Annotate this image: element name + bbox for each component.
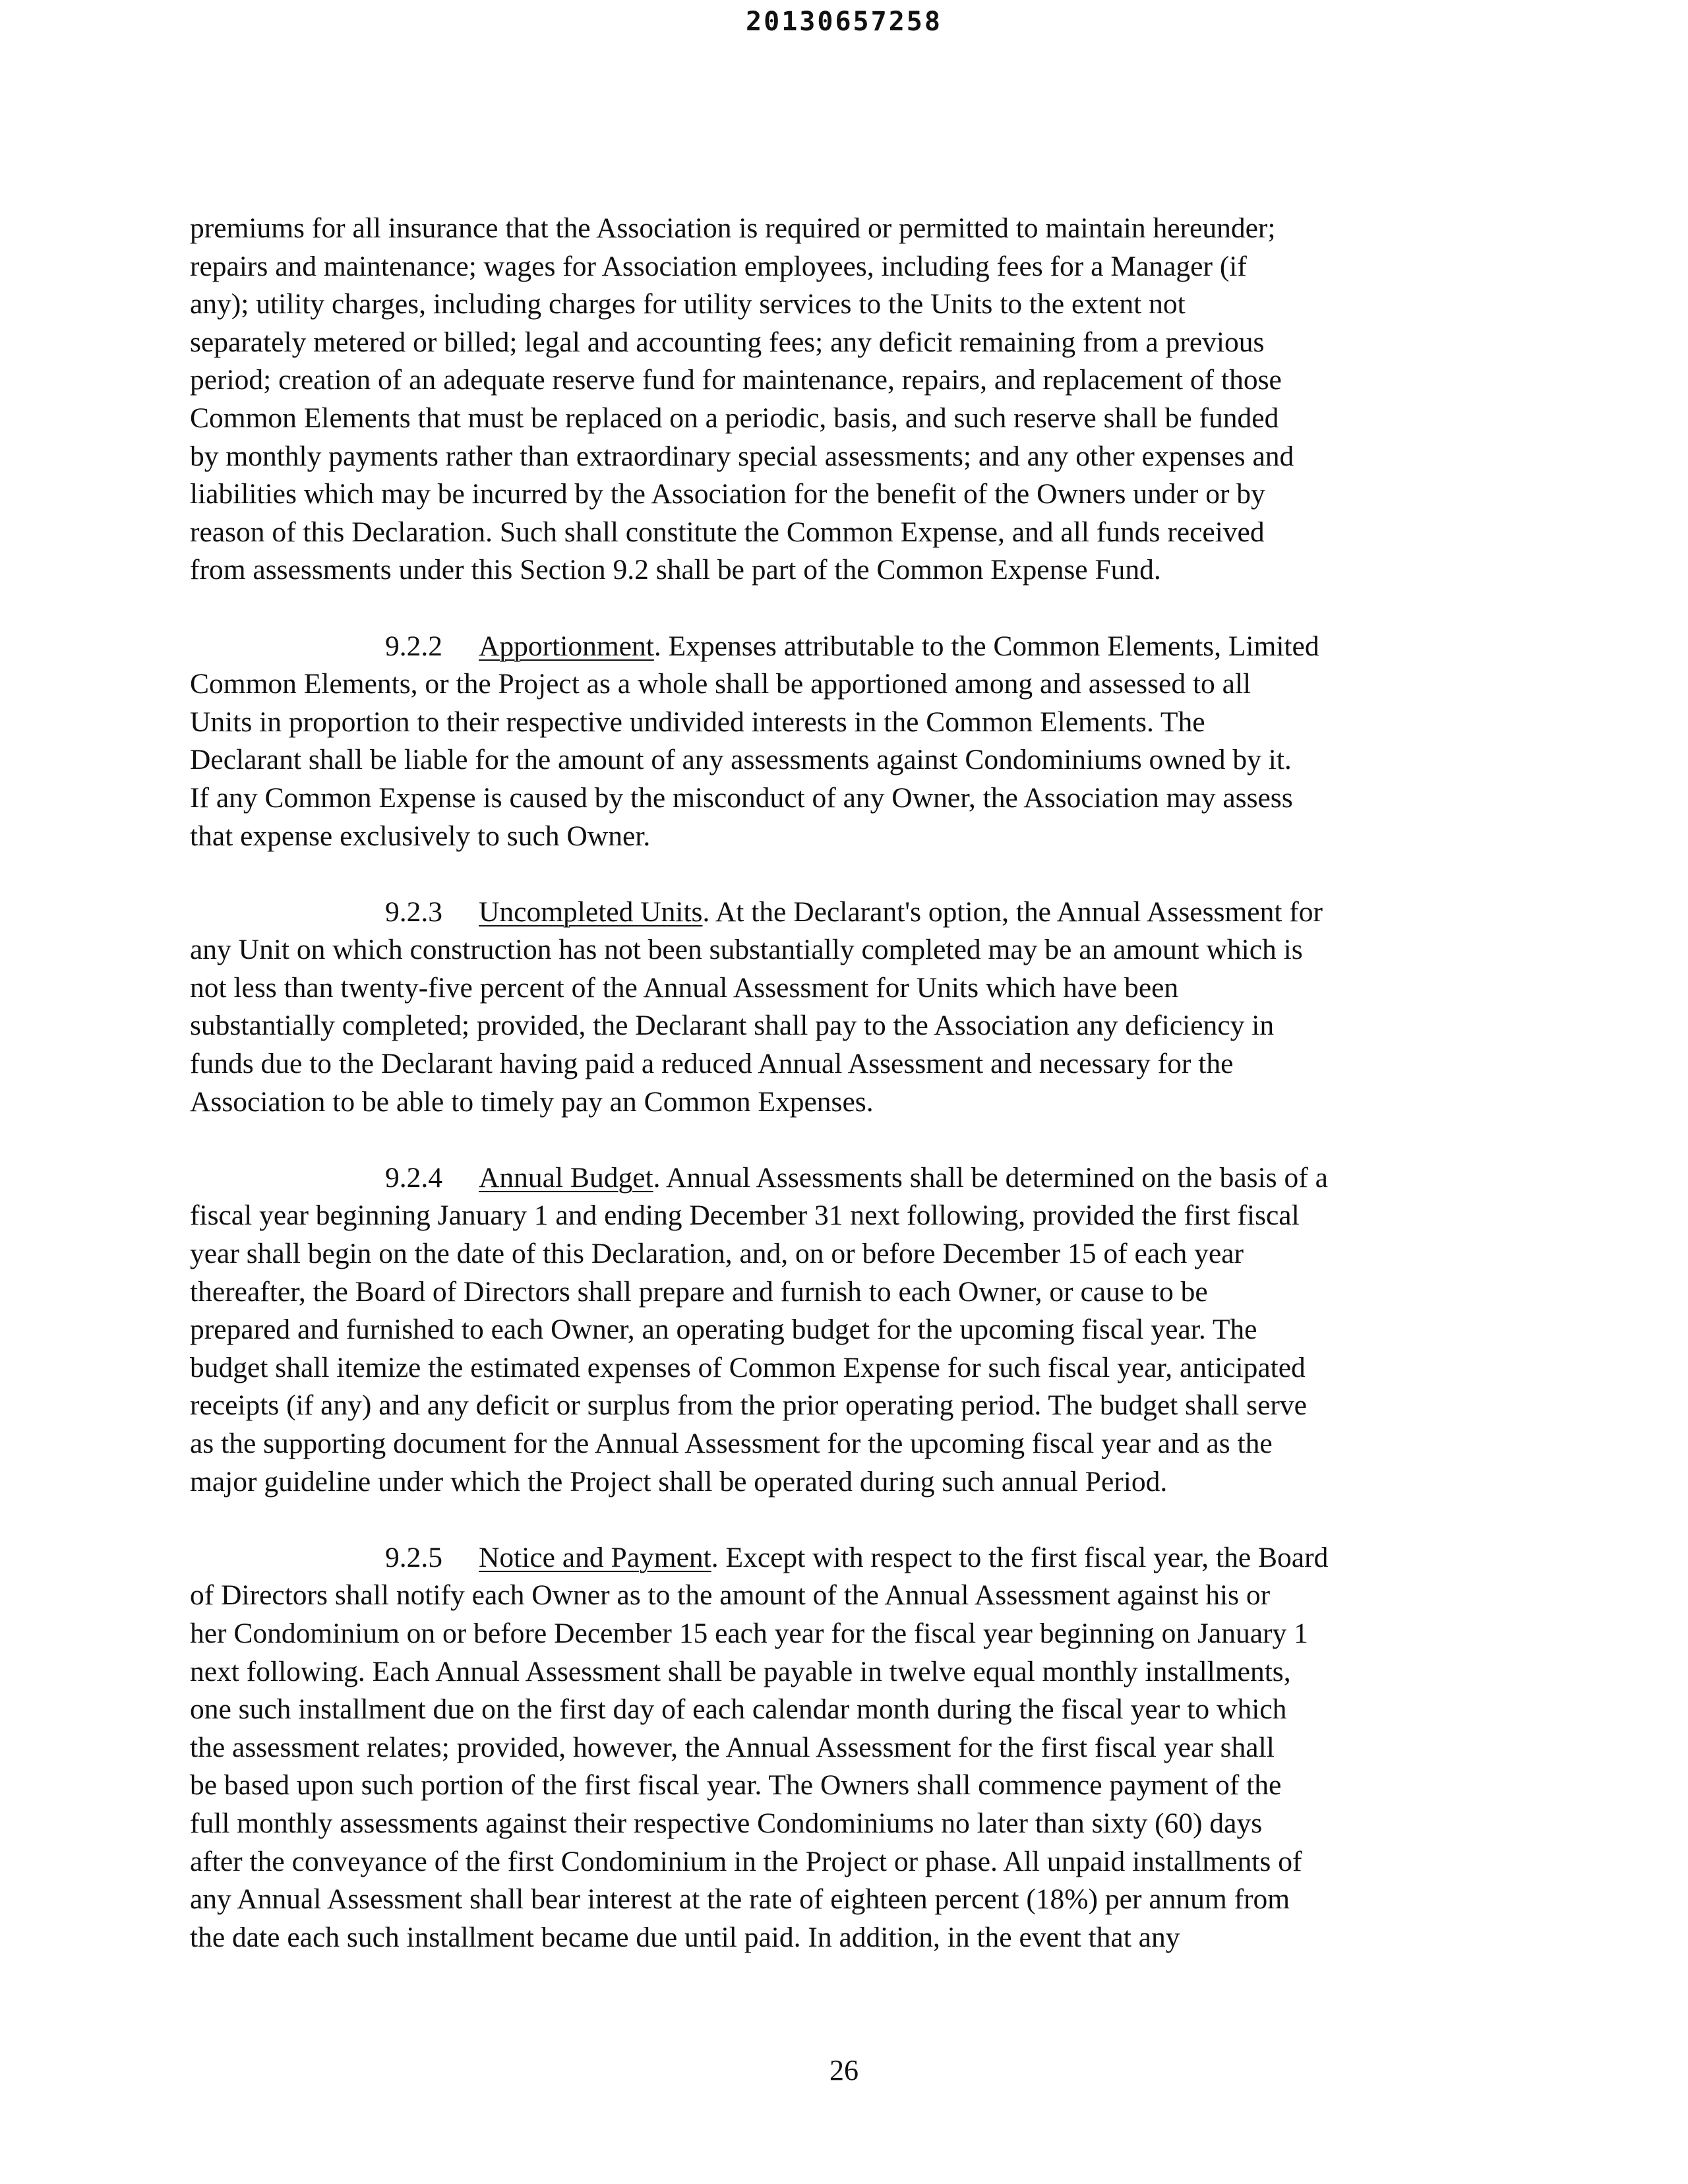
text-line: separately metered or billed; legal and accounting fees; any deficit remaining from a previous [190, 326, 1265, 358]
section-heading: Annual Budget [479, 1161, 653, 1194]
section-first-line-text: . Annual Assessments shall be determined on the basis of a [653, 1161, 1328, 1194]
section-first-line [190, 1159, 1472, 1198]
text-line: Units in proportion to their respective undivided interests in the Common Elements. The [190, 706, 1205, 738]
section-9-2-3 [190, 894, 1472, 1122]
text-line: major guideline under which the Project shall be operated during such annual Period. [190, 1465, 1168, 1498]
section-heading: Apportionment [479, 630, 654, 662]
text-line: not less than twenty-five percent of the Annual Assessment for Units which have been [190, 971, 1179, 1004]
text-line: Declarant shall be liable for the amount of any assessments against Condominiums owned by it. [190, 744, 1292, 776]
section-first-line [190, 894, 1472, 932]
section-9-2-5 [190, 1539, 1472, 1957]
text-line: any); utility charges, including charges for utility services to the Units to the extent not [190, 288, 1186, 320]
text-line: as the supporting document for the Annual Assessment for the upcoming fiscal year and as the [190, 1428, 1273, 1459]
section-number: 9.2.3 [385, 895, 442, 928]
text-line: by monthly payments rather than extraordinary special assessments; and any other expenses and [190, 440, 1294, 472]
text-line: one such installment due on the first day of each calendar month during the fiscal year to which [190, 1693, 1287, 1726]
text-line: Common Elements that must be replaced on a periodic, basis, and such reserve shall be funded [190, 402, 1279, 434]
section-9-2-4 [190, 1159, 1472, 1501]
section-number: 9.2.2 [385, 630, 442, 662]
text-line: period; creation of an adequate reserve fund for maintenance, repairs, and replacement of those [190, 364, 1282, 396]
text-line: Association to be able to timely pay an Common Expenses. [190, 1085, 874, 1118]
section-first-line [190, 628, 1472, 666]
text-line: the assessment relates; provided, however, the Annual Assessment for the first fiscal year shall [190, 1731, 1275, 1763]
text-line: her Condominium on or before December 15 each year for the fiscal year beginning on January 1 [190, 1617, 1308, 1649]
section-heading: Uncompleted Units [479, 895, 703, 928]
text-line: funds due to the Declarant having paid a reduced Annual Assessment and necessary for the [190, 1048, 1234, 1080]
text-line: be based upon such portion of the first fiscal year. The Owners shall commence payment of the [190, 1769, 1282, 1802]
text-line: liabilities which may be incurred by the Association for the benefit of the Owners under or by [190, 478, 1265, 510]
section-number: 9.2.5 [385, 1541, 442, 1573]
text-line: Common Elements, or the Project as a whole shall be apportioned among and assessed to all [190, 668, 1251, 700]
text-line: full monthly assessments against their respective Condominiums no later than sixty (60) days [190, 1807, 1263, 1839]
text-line: repairs and maintenance; wages for Association employees, including fees for a Manager (if [190, 250, 1247, 282]
text-line: that expense exclusively to such Owner. [190, 820, 651, 852]
text-line: premiums for all insurance that the Association is required or permitted to maintain hereunder; [190, 212, 1276, 244]
text-line: If any Common Expense is caused by the misconduct of any Owner, the Association may assess [190, 781, 1293, 814]
text-line: any Annual Assessment shall bear interest at the rate of eighteen percent (18%) per annum from [190, 1883, 1290, 1916]
intro-paragraph [190, 210, 1472, 590]
text-line: after the conveyance of the first Condominium in the Project or phase. All unpaid installments of [190, 1845, 1302, 1877]
text-line: next following. Each Annual Assessment shall be payable in twelve equal monthly installments, [190, 1655, 1291, 1687]
text-line: from assessments under this Section 9.2 shall be part of the Common Expense Fund. [190, 554, 1161, 586]
text-line: substantially completed; provided, the Declarant shall pay to the Association any deficiency in [190, 1010, 1275, 1042]
page-number: 26 [829, 2054, 859, 2086]
document-body [190, 210, 1472, 1995]
text-line: thereafter, the Board of Directors shall prepare and furnish to each Owner, or cause to be [190, 1275, 1208, 1308]
section-first-line [190, 1539, 1472, 1577]
section-first-line-text: . Expenses attributable to the Common Elements, Limited [653, 630, 1319, 662]
text-line: budget shall itemize the estimated expenses of Common Expense for such fiscal year, anticipated [190, 1351, 1306, 1383]
text-line: reason of this Declaration. Such shall constitute the Common Expense, and all funds received [190, 516, 1265, 548]
section-heading: Notice and Payment [479, 1541, 711, 1573]
section-first-line-text: . At the Declarant's option, the Annual Assessment for [702, 895, 1323, 928]
text-line: receipts (if any) and any deficit or surplus from the prior operating period. The budget shall serve [190, 1389, 1307, 1422]
text-line: year shall begin on the date of this Declaration, and, on or before December 15 of each year [190, 1238, 1244, 1270]
text-line: any Unit on which construction has not been substantially completed may be an amount which is [190, 934, 1303, 966]
section-number: 9.2.4 [385, 1161, 442, 1194]
text-line: prepared and furnished to each Owner, an operating budget for the upcoming fiscal year. The [190, 1314, 1257, 1346]
section-first-line-text: . Except with respect to the first fiscal year, the Board [711, 1541, 1329, 1573]
document-number-header: 20130657258 [746, 7, 942, 37]
text-line: fiscal year beginning January 1 and ending December 31 next following, provided the first fiscal [190, 1199, 1300, 1232]
text-line: of Directors shall notify each Owner as to the amount of the Annual Assessment against his or [190, 1579, 1271, 1612]
text-line: the date each such installment became due until paid. In addition, in the event that any [190, 1921, 1180, 1953]
section-9-2-2 [190, 628, 1472, 856]
